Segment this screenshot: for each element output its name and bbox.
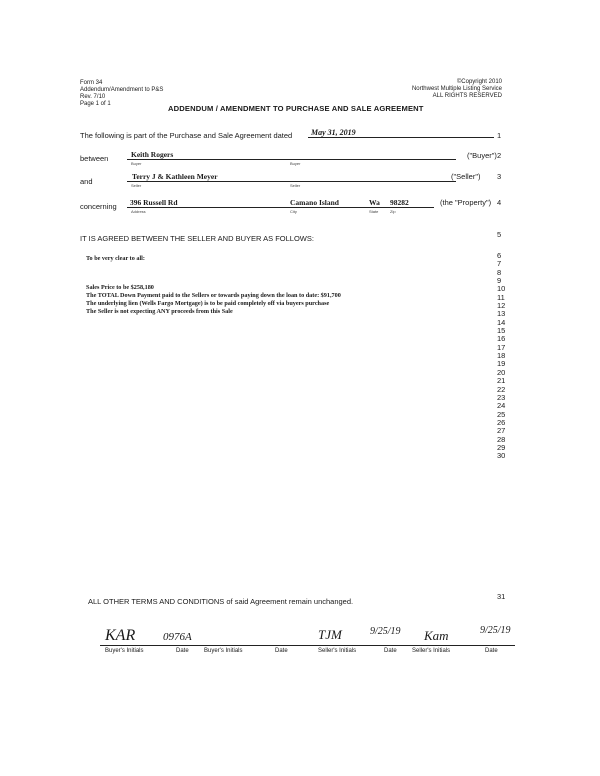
buyer-initials-line (100, 645, 324, 646)
date-line (308, 137, 494, 138)
line-number: 21 (497, 376, 506, 386)
body-line-down-payment: The TOTAL Down Payment paid to the Sellers or towards paying down the loan to date: $91,700 (86, 292, 341, 299)
property-state: Wa (369, 198, 380, 207)
page-title: ADDENDUM / AMENDMENT TO PURCHASE AND SALE AGREEMENT (168, 104, 424, 113)
label-date-4: Date (485, 648, 498, 654)
line-number-5: 5 (497, 230, 502, 239)
line-number: 30 (497, 451, 506, 461)
property-city: Camano Island (290, 198, 339, 207)
agreed-heading: IT IS AGREED BETWEEN THE SELLER AND BUYER AS FOLLOWS: (80, 234, 314, 243)
buyer-sub-right: Buyer (290, 161, 301, 166)
line-number: 12 (497, 301, 506, 311)
line-number: 14 (497, 317, 506, 327)
seller2-date-signature: 9/25/19 (480, 625, 511, 636)
city-sub: City (290, 209, 297, 214)
line-number: 29 (497, 442, 506, 452)
buyer-name: Keith Rogers (131, 150, 174, 159)
buyer-sub-left: Buyer (131, 161, 142, 166)
seller-initials-line (310, 645, 515, 646)
seller-name: Terry J & Kathleen Meyer (132, 172, 218, 181)
line-number-1: 1 (497, 131, 502, 140)
body-line-proceeds: The Seller is not expecting ANY proceeds from this Sale (86, 308, 233, 315)
label-date-1: Date (176, 648, 189, 654)
body-line-intro: To be very clear to all: (86, 255, 145, 262)
copyright-year: ©Copyright 2010 (456, 79, 502, 85)
label-date-2: Date (275, 648, 288, 654)
line-number: 6 (497, 251, 502, 260)
agreement-date: May 31, 2019 (311, 128, 356, 137)
form-number: Form 34 (80, 80, 103, 86)
buyer-date-signature: 0976A (163, 631, 192, 643)
line-number: 26 (497, 417, 506, 427)
line-number: 28 (497, 434, 506, 444)
address-sub: Address (131, 209, 146, 214)
seller-line (127, 181, 456, 182)
property-line (127, 207, 434, 208)
seller2-initials-signature: Kam (424, 628, 449, 643)
line-number: 27 (497, 426, 506, 436)
terms-unchanged: ALL OTHER TERMS AND CONDITIONS of said Agreement remain unchanged. (88, 597, 354, 606)
zip-sub: Zip (390, 209, 396, 214)
copyright-block (412, 79, 502, 100)
property-address: 396 Russell Rd (130, 198, 178, 207)
label-seller-initials-1: Seller's Initials (318, 648, 357, 654)
label-buyer-initials-2: Buyer's Initials (204, 648, 243, 654)
line-number-31: 31 (497, 592, 506, 601)
copyright-org: Northwest Multiple Listing Service (411, 86, 502, 92)
intro-text: The following is part of the Purchase and Sale Agreement dated (80, 131, 293, 140)
line-number: 17 (497, 342, 506, 352)
seller-sub-right: Seller (290, 183, 301, 188)
buyer-suffix: ("Buyer") (467, 151, 497, 160)
line-number: 22 (497, 384, 506, 394)
concerning-label: concerning (80, 202, 117, 211)
seller-suffix: ("Seller") (451, 172, 481, 181)
copyright-rights: ALL RIGHTS RESERVED (432, 93, 502, 99)
line-number-3: 3 (497, 172, 502, 181)
line-number: 8 (497, 267, 502, 277)
seller-initials-signature: TJM (318, 627, 342, 642)
line-number: 9 (497, 276, 502, 286)
line-number: 18 (497, 351, 506, 361)
line-number: 13 (497, 309, 506, 319)
line-number: 25 (497, 409, 506, 419)
line-number: 24 (497, 401, 506, 411)
form-name: Addendum/Amendment to P&S (80, 87, 164, 93)
label-buyer-initials-1: Buyer's Initials (105, 648, 144, 654)
label-seller-initials-2: Seller's Initials (412, 648, 451, 654)
seller-date-signature: 9/25/19 (370, 626, 401, 637)
line-number-4: 4 (497, 198, 502, 207)
label-date-3: Date (384, 648, 397, 654)
form-id-block (80, 80, 163, 108)
buyer-line (127, 159, 456, 160)
line-number: 7 (497, 259, 502, 269)
form-revision: Rev. 7/10 (80, 94, 106, 100)
line-number: 10 (497, 284, 506, 294)
seller-sub-left: Seller (131, 183, 142, 188)
buyer-initials-signature: KAR (105, 627, 136, 644)
body-line-price: Sales Price to be $258,180 (86, 284, 154, 291)
line-number: 11 (497, 292, 505, 302)
line-number-2: 2 (497, 151, 502, 160)
and-label: and (80, 177, 93, 186)
property-suffix: (the "Property") (440, 198, 492, 207)
between-label: between (80, 154, 109, 163)
body-line-lien: The underlying lien (Wells Fargo Mortgage) is to be paid completely off via buyers purchase (86, 300, 330, 307)
line-number-column (497, 252, 505, 461)
state-sub: State (369, 209, 379, 214)
line-number: 20 (497, 367, 506, 377)
line-number: 15 (497, 326, 506, 336)
page-count: Page 1 of 1 (80, 101, 111, 107)
line-number: 19 (497, 359, 506, 369)
line-number: 23 (497, 392, 506, 402)
property-zip: 98282 (390, 198, 409, 207)
line-number: 16 (497, 334, 506, 344)
